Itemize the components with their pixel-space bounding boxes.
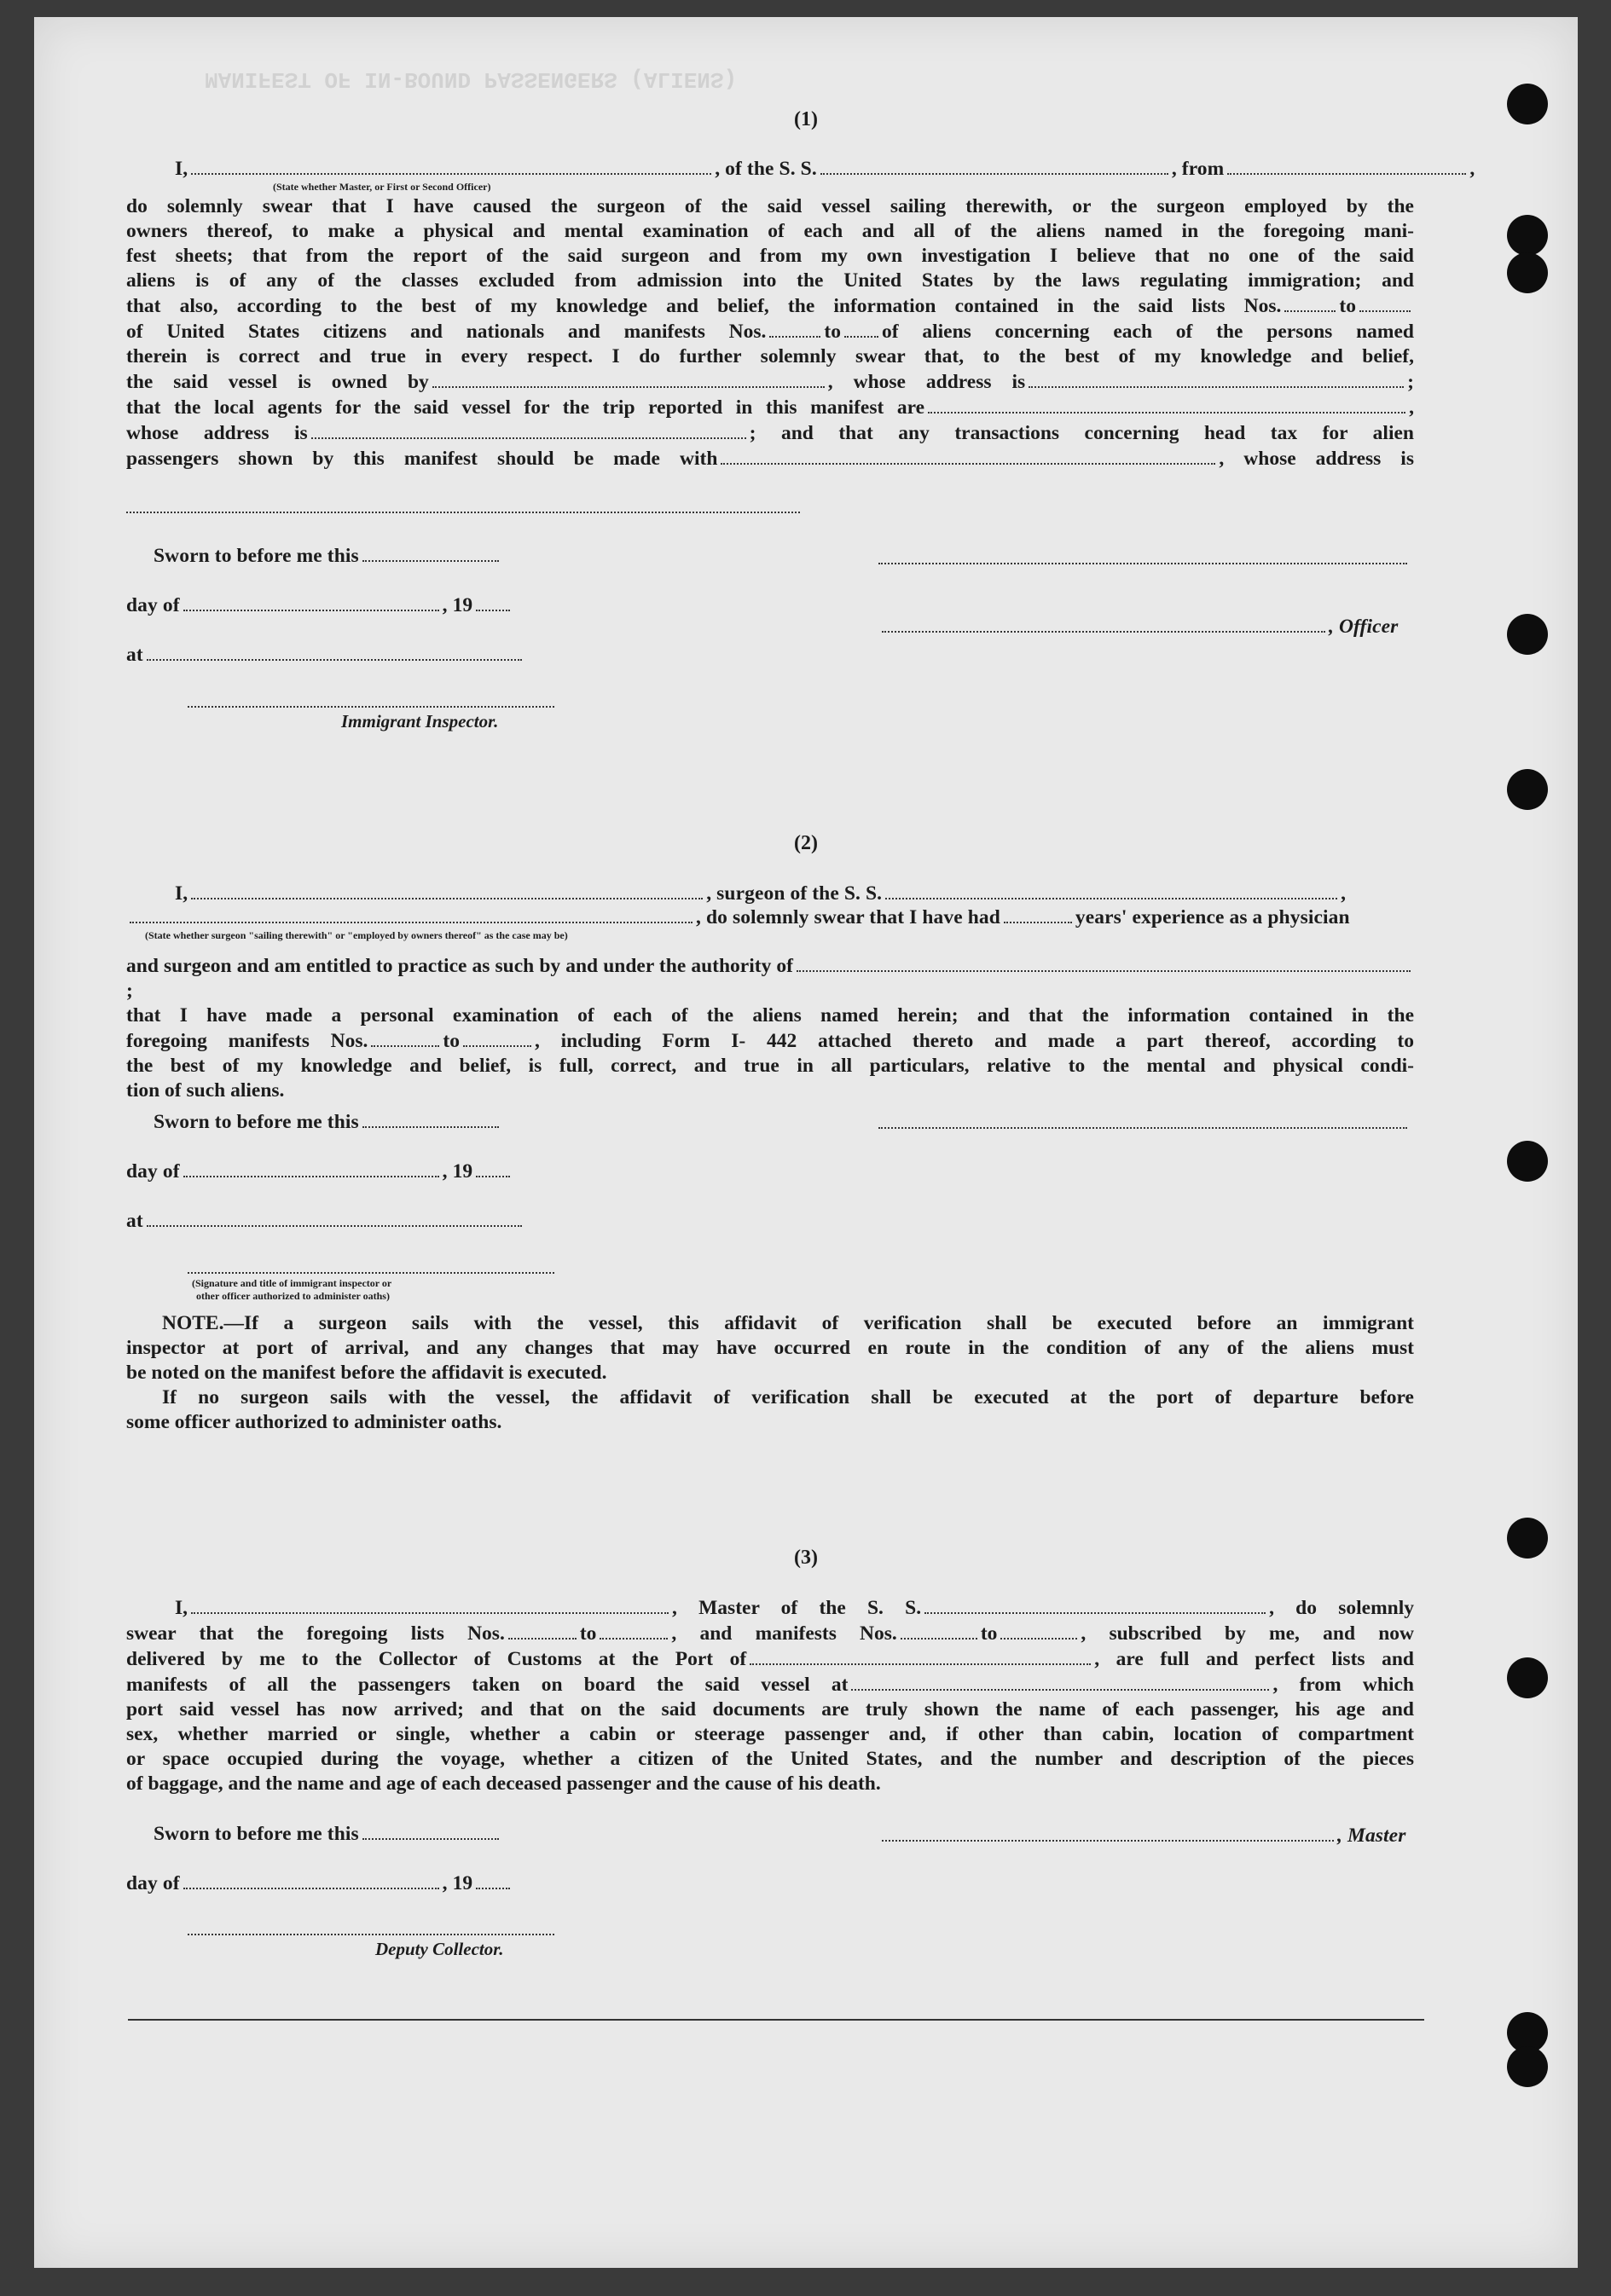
- head-tax-contact-field[interactable]: [721, 446, 1215, 465]
- deputy-collector-signature-field[interactable]: [188, 1934, 554, 1935]
- s3-year-field[interactable]: [476, 1871, 510, 1889]
- s2-sig-caption-2: other officer authorized to administer oaths): [196, 1290, 390, 1302]
- s2-sworn: Sworn to before me this: [154, 1109, 502, 1134]
- lists-from-field[interactable]: [1284, 293, 1336, 312]
- deputy-collector-caption: Deputy Collector.: [375, 1939, 504, 1959]
- agents-address-field[interactable]: [311, 420, 746, 439]
- from-port-field[interactable]: [1227, 156, 1466, 175]
- s3-day-field[interactable]: [183, 1871, 439, 1889]
- boarding-port-field[interactable]: [851, 1672, 1269, 1691]
- s2-day-field[interactable]: [183, 1159, 439, 1177]
- s2-line-2: , do solemnly swear that I have had years' experience as a physician: [126, 905, 1350, 929]
- manifest-page: [34, 17, 1578, 2268]
- s2-year-field[interactable]: [476, 1159, 510, 1177]
- s1-officer-line: , Officer: [878, 614, 1398, 639]
- s2-note: NOTE.—If a surgeon sails with the vessel, this affidavit of verification shall be executed before an immigrant inspector at port of arrival, and any changes that may have occurred en route in the condition of any of the aliens must be noted on the manifest before the affidavit is executed. If no surgeon sails with the vessel, the affidavit of verification shall be executed at the port of departure before some officer authorized to administer oaths.: [126, 1312, 1414, 1433]
- s3-lists-to-field[interactable]: [600, 1621, 668, 1640]
- manifests-from-field[interactable]: [769, 319, 820, 338]
- s3-day-of: day of , 19: [126, 1871, 513, 1895]
- port-of-field[interactable]: [750, 1646, 1091, 1665]
- bottom-rule: [128, 2019, 1424, 2021]
- s2-manifests-to-field[interactable]: [463, 1028, 531, 1047]
- punch-hole: [1507, 1657, 1548, 1698]
- section-2-number: (2): [794, 832, 818, 854]
- authority-field[interactable]: [797, 953, 1411, 972]
- surgeon-status-field[interactable]: [130, 905, 692, 923]
- s1-line-1: I, , of the S. S. , from ,: [175, 158, 1475, 180]
- punch-hole: [1507, 769, 1548, 810]
- s2-signature-field[interactable]: [878, 1127, 1407, 1129]
- s3-body: I, , Master of the S. S. , do solemnly swear that the foregoing lists Nos. to , and manifests Nos. to , subscribed by me, and now delivered by me to the Collector of Customs at the Port of , are full and perfect lists and manifests of all the passengers taken on board the said vessel at , from which port said vessel has now arrived; and that on the said documents are truly shown the name of each passenger, his age and sex, whether married or single, whether a cabin or steerage passenger and, if other than cabin, location of compartment or space occupied during the voyage, whether a citizen of the United States, and the number and description of the pieces of baggage, and the name and age of each deceased passenger and the cause of his death.: [126, 1597, 1414, 1795]
- s1-sworn: Sworn to before me this: [154, 543, 502, 568]
- owner-field[interactable]: [432, 369, 825, 388]
- section-3-number: (3): [794, 1547, 818, 1569]
- s1-at-field[interactable]: [147, 642, 522, 661]
- s2-body: and surgeon and am entitled to practice as such by and under the authority of; that I have made a personal examination of each of the aliens named herein; and that the information contained in the foregoing manifests Nos. to , including Form I- 442 attached thereto and made a part thereof, according to the best of my knowledge and belief, is full, correct, and true in all particulars, relative to the mental and physical condi- tion of such aliens.: [126, 955, 1415, 1102]
- s1-officer-signature-top[interactable]: [878, 563, 1407, 564]
- manifests-to-field[interactable]: [844, 319, 878, 338]
- s2-at-field[interactable]: [147, 1208, 522, 1227]
- inspector-signature-field[interactable]: [188, 706, 554, 708]
- head-tax-address-field[interactable]: [126, 512, 800, 513]
- punch-hole: [1507, 614, 1548, 655]
- punch-hole: [1507, 1141, 1548, 1182]
- s2-caption: (State whether surgeon "sailing therewith" or "employed by owners thereof" as the case may be): [145, 929, 568, 941]
- officer-rank-field[interactable]: [191, 156, 711, 175]
- section-1-number: (1): [794, 108, 818, 130]
- vessel-name-field[interactable]: [820, 156, 1168, 175]
- s3-lists-from-field[interactable]: [508, 1621, 577, 1640]
- s1-sworn-date-field[interactable]: [362, 543, 499, 562]
- s3-sworn: Sworn to before me this: [154, 1821, 502, 1846]
- s1-at: at: [126, 642, 525, 667]
- s1-year-field[interactable]: [476, 593, 510, 611]
- s3-manifests-to-field[interactable]: [1000, 1621, 1077, 1640]
- officer-signature-field[interactable]: [882, 614, 1325, 633]
- s2-manifests-from-field[interactable]: [371, 1028, 439, 1047]
- master-name-field[interactable]: [191, 1595, 669, 1614]
- immigrant-inspector-caption: Immigrant Inspector.: [341, 711, 499, 732]
- surgeon-name-field[interactable]: [191, 881, 703, 899]
- s1-day-field[interactable]: [183, 593, 439, 611]
- s2-at: at: [126, 1208, 525, 1233]
- s3-vessel-field[interactable]: [924, 1595, 1266, 1614]
- punch-hole: [1507, 252, 1548, 293]
- s2-sig-caption-1: (Signature and title of immigrant inspector or: [192, 1277, 392, 1289]
- lists-to-field[interactable]: [1359, 293, 1411, 312]
- local-agents-field[interactable]: [928, 395, 1405, 414]
- s1-body: do solemnly swear that I have caused the surgeon of the said vessel sailing therewith, or the surgeon employed by the owners thereof, to make a physical and mental examination of each and all of the aliens named in the foregoing mani- fest sheets; that from the report of the said surgeon and from my own investigation I believe that no one of the said aliens is of any of the classes excluded from admission into the United States by the laws regulating immigration; and that also, according to the best of my knowledge and belief, the information contained in the said lists Nos. to of United States citizens and nationals and manifests Nos. to of aliens concerning each of the persons named therein is correct and true in every respect. I do further solemnly swear that, to the best of my knowledge and belief, the said vessel is owned by , whose address is ; that the local agents for the said vessel for the trip reported in this manifest are , whose address is ; and that any transactions concerning head tax for alien passengers shown by this manifest should be made with , whose address is: [126, 195, 1414, 470]
- bleed-through-text: MANIFEST OF IN-BOUND PASSENGERS (ALIENS): [205, 67, 738, 92]
- punch-hole: [1507, 215, 1548, 256]
- s3-master-line: , Master: [878, 1823, 1405, 1848]
- years-experience-field[interactable]: [1004, 905, 1072, 923]
- s2-sworn-date-field[interactable]: [362, 1109, 499, 1128]
- s2-line-1: I, , surgeon of the S. S. ,: [175, 882, 1347, 905]
- s1-caption: (State whether Master, or First or Second Officer): [273, 181, 491, 193]
- s1-day-of: day of , 19: [126, 593, 513, 617]
- punch-hole: [1507, 2046, 1548, 2087]
- s2-day-of: day of , 19: [126, 1159, 513, 1183]
- s2-official-signature-field[interactable]: [188, 1272, 554, 1274]
- s2-vessel-field[interactable]: [885, 881, 1337, 899]
- master-signature-field[interactable]: [882, 1823, 1334, 1842]
- s3-sworn-date-field[interactable]: [362, 1821, 499, 1840]
- s3-manifests-from-field[interactable]: [901, 1621, 977, 1640]
- owner-address-field[interactable]: [1029, 369, 1404, 388]
